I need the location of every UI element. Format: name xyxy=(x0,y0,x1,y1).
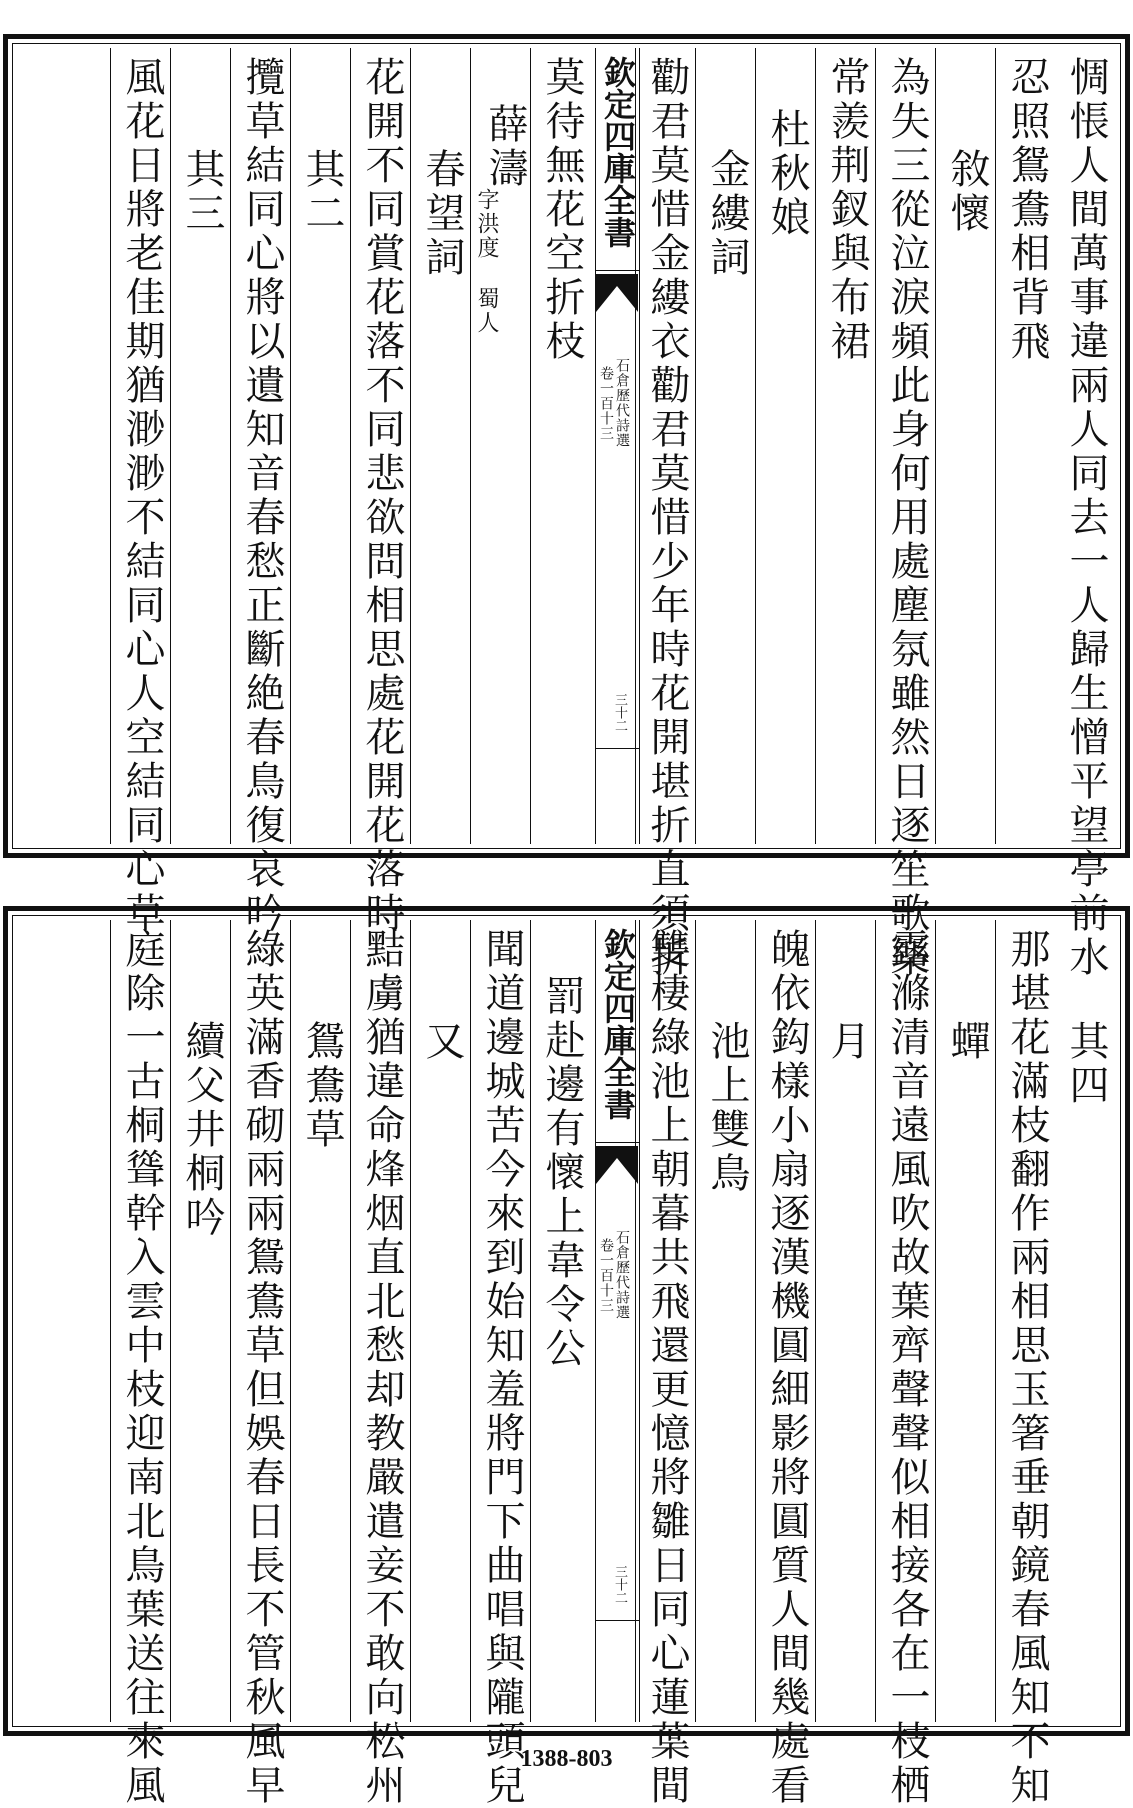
page-number: 三十二 xyxy=(612,693,627,732)
text-column xyxy=(410,920,475,1722)
poem-title: 金縷詞 xyxy=(704,148,750,280)
poem-title: 敘懷 xyxy=(944,148,990,236)
text-column xyxy=(1055,48,1120,980)
poem-line: 為失三從泣淚頻此身何用處塵氛雖然日逐笙歌樂 xyxy=(884,56,930,980)
text-column xyxy=(350,920,415,1808)
text-column xyxy=(290,920,355,1722)
poem-subtitle: 又 xyxy=(419,1020,465,1064)
text-column xyxy=(995,920,1060,1808)
poem-line: 風花日將老佳期猶渺渺不結同心人空結同心草 xyxy=(119,56,165,936)
author-note: 字洪度 蜀人 xyxy=(474,188,499,335)
poem-line: 忍照鴛鴦相背飛 xyxy=(1004,56,1050,364)
poem-subtitle: 其三 xyxy=(179,148,225,236)
text-column xyxy=(290,48,355,844)
book-title: 欽定四庫全書 xyxy=(599,56,637,248)
poem-line: 黠虜猶違命烽烟直北愁却教嚴遣妾不敢向松州 xyxy=(359,928,405,1808)
poem-title: 續父井桐吟 xyxy=(179,1020,225,1240)
poem-title: 池上雙鳥 xyxy=(704,1020,750,1196)
poem-line: 綠英滿香砌兩兩鴛鴦草但娛春日長不管秋風早 xyxy=(239,928,285,1808)
text-column xyxy=(635,920,700,1808)
band-divider xyxy=(596,748,639,749)
center-fold-band xyxy=(595,920,640,1722)
center-fold-band xyxy=(595,48,640,844)
poem-title: 蟬 xyxy=(944,1020,990,1064)
book-title: 欽定四庫全書 xyxy=(599,928,637,1120)
text-column xyxy=(695,920,760,1722)
poem-line: 常羨荆釵與布裙 xyxy=(824,56,870,364)
collection-title: 石倉歷代詩選 xyxy=(614,1230,630,1320)
text-column xyxy=(695,48,760,844)
poem-line: 莫待無花空折枝 xyxy=(539,56,585,364)
text-column xyxy=(755,920,820,1808)
poem-title: 罰赴邊有懷上韋令公 xyxy=(539,975,585,1371)
volume-number: 卷一百十三 xyxy=(598,366,614,441)
text-column xyxy=(470,920,535,1808)
poem-line: 勸君莫惜金縷衣勸君莫惜少年時花開堪折直須折 xyxy=(644,56,690,980)
top-page-inner-frame xyxy=(12,43,1121,980)
poem-title: 月 xyxy=(824,1020,870,1064)
collection-title: 石倉歷代詩選 xyxy=(614,358,630,448)
poem-line: 庭除一古桐聳幹入雲中枝迎南北鳥葉送往來風 xyxy=(119,928,165,1808)
top-page-frame xyxy=(3,34,1130,980)
volume-number: 卷一百十三 xyxy=(598,1238,614,1313)
text-column xyxy=(470,48,535,844)
text-column xyxy=(230,48,295,936)
poem-line: 攬草結同心將以遺知音春愁正斷絶春鳥復哀吟 xyxy=(239,56,285,936)
band-divider xyxy=(596,1620,639,1621)
fish-tail-mark-icon xyxy=(596,274,638,314)
poem-title: 春望詞 xyxy=(419,148,465,280)
fish-tail-mark-icon xyxy=(596,1146,638,1186)
author-name: 薛濤 xyxy=(482,103,528,191)
poem-line: 花開不同賞花落不同悲欲問相思處花開花落時 xyxy=(359,56,405,936)
text-column xyxy=(170,48,235,844)
text-column xyxy=(635,48,700,980)
text-column xyxy=(230,920,295,1808)
text-column xyxy=(530,48,595,844)
text-column xyxy=(935,48,1000,844)
author-name: 杜秋娘 xyxy=(764,108,810,240)
text-column xyxy=(875,48,940,980)
poem-line: 聞道邊城苦今來到始知羞將門下曲唱與隴頭兒 xyxy=(479,928,525,1808)
poem-line: 魄依鈎樣小扇逐漢機圓細影將圓質人間幾處看 xyxy=(764,928,810,1808)
poem-title: 鴛鴦草 xyxy=(299,1020,345,1152)
poem-subtitle: 其二 xyxy=(299,148,345,236)
page-number: 三十二 xyxy=(612,1565,627,1604)
text-column xyxy=(935,920,1000,1722)
text-column xyxy=(995,48,1060,844)
text-column xyxy=(1055,920,1120,1722)
band-divider xyxy=(596,270,639,271)
text-column xyxy=(530,920,595,1722)
text-column xyxy=(110,48,175,936)
text-column xyxy=(410,48,475,844)
text-column xyxy=(350,48,415,936)
text-column xyxy=(755,48,820,844)
poem-line: 雙棲綠池上朝暮共飛還更憶將雛日同心蓮葉間 xyxy=(644,928,690,1808)
text-column xyxy=(875,920,940,1808)
text-column xyxy=(815,920,880,1722)
catalog-number: 1388-803 xyxy=(520,1746,613,1772)
text-column xyxy=(110,920,175,1808)
text-column xyxy=(170,920,235,1722)
poem-line: 惆悵人間萬事違兩人同去一人歸生憎平望亭前水 xyxy=(1063,56,1109,980)
band-divider xyxy=(596,1142,639,1143)
poem-line: 那堪花滿枝翻作兩相思玉箸垂朝鏡春風知不知 xyxy=(1004,928,1050,1808)
poem-line: 露滌清音遠風吹故葉齊聲聲似相接各在一枝栖 xyxy=(884,928,930,1808)
poem-subtitle: 其四 xyxy=(1063,1020,1109,1108)
text-column xyxy=(815,48,880,844)
